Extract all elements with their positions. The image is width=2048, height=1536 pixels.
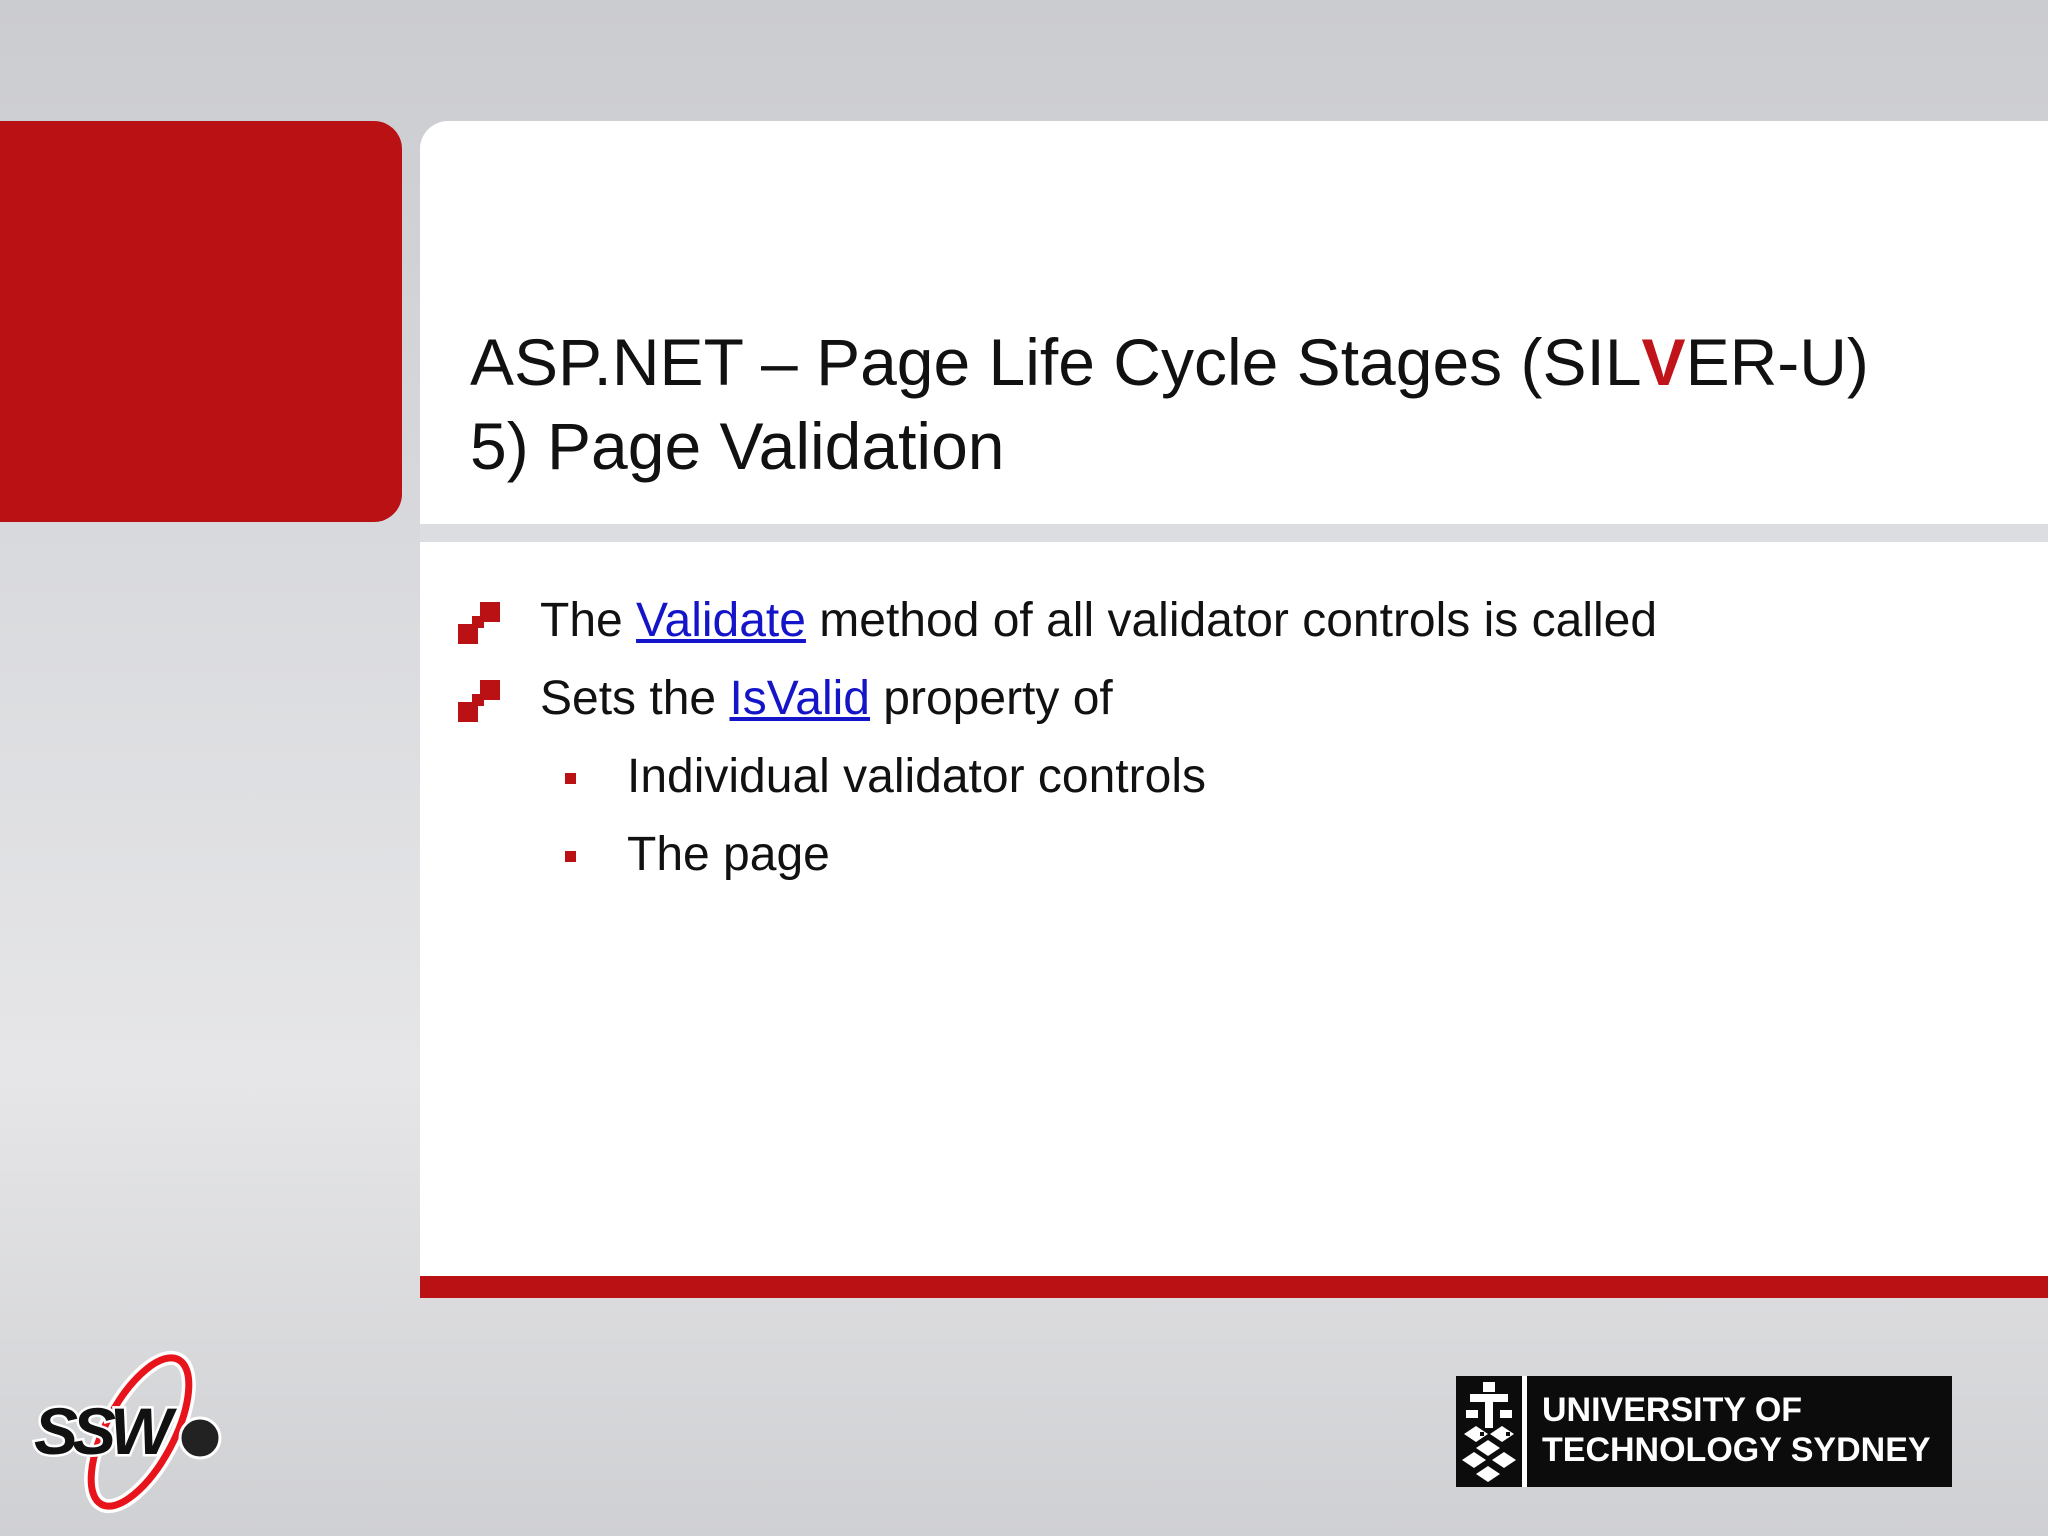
uts-line1: UNIVERSITY OF bbox=[1542, 1391, 1803, 1429]
title-line2: 5) Page Validation bbox=[470, 409, 1005, 483]
square-bullet-icon bbox=[458, 680, 500, 722]
small-square-bullet-icon bbox=[565, 773, 576, 784]
uts-emblem-icon bbox=[1456, 1376, 1522, 1487]
list-item bbox=[458, 816, 1657, 894]
title-line1-suffix: ER-U) bbox=[1685, 325, 1869, 399]
red-header-block bbox=[0, 121, 402, 522]
bullet-text: property of bbox=[869, 672, 1113, 725]
uts-line2: TECHNOLOGY SYDNEY bbox=[1542, 1431, 1931, 1469]
ssw-logo bbox=[28, 1350, 238, 1520]
divider-strip bbox=[420, 524, 2048, 542]
small-square-bullet-icon bbox=[565, 851, 576, 862]
uts-logo bbox=[1456, 1376, 1952, 1487]
list-item bbox=[458, 738, 1657, 816]
uts-divider bbox=[1522, 1376, 1527, 1487]
list-item bbox=[458, 660, 1657, 738]
isvalid-link[interactable]: IsValid bbox=[729, 672, 870, 725]
list-item bbox=[458, 582, 1657, 660]
uts-logo-text bbox=[1542, 1390, 1931, 1470]
bullet-text: Sets the bbox=[540, 672, 730, 725]
bullet-text: method of all validator controls is called bbox=[805, 594, 1658, 647]
sub-bullet-text: Individual validator controls bbox=[627, 750, 1206, 803]
svg-text:SSW: SSW bbox=[34, 1394, 167, 1468]
bullet-text: The bbox=[540, 594, 637, 647]
slide-title bbox=[470, 320, 1869, 488]
bullet-list bbox=[458, 582, 1657, 894]
title-line1-prefix: ASP.NET – Page Life Cycle Stages (SIL bbox=[470, 325, 1642, 399]
sub-bullet-text: The page bbox=[627, 828, 830, 881]
title-highlight-letter: V bbox=[1641, 325, 1686, 399]
validate-link[interactable]: Validate bbox=[636, 594, 806, 647]
square-bullet-icon bbox=[458, 602, 500, 644]
bottom-red-bar bbox=[420, 1276, 2048, 1298]
